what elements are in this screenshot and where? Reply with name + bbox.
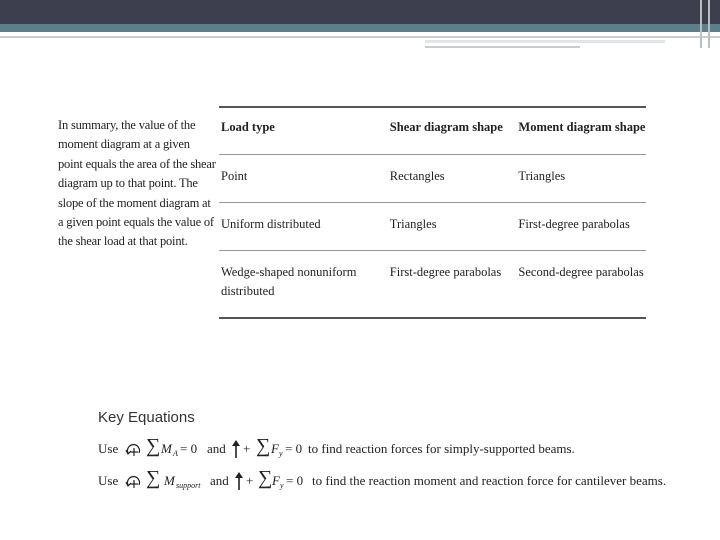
table-cell: Point [221,169,248,183]
sum-symbol: ∑ [146,435,161,457]
equals-zero: = 0 [286,473,304,488]
decorative-line [425,40,665,43]
force-subscript: y [279,449,283,458]
key-equations-title: Key Equations [98,409,195,426]
decorative-line [708,0,710,48]
decorative-line [0,36,720,38]
table-cell: Triangles [389,217,437,231]
and-label: and [207,441,226,456]
table-cell: Rectangles [389,169,445,183]
summary-paragraph: In summary, the value of the moment diagram at a given point equals the area of the shear diagram up to that point. The slope of the moment diagram at a given point equals the value of the shear load at that point. [58,118,216,249]
equals-zero: = 0 [180,441,198,456]
force-subscript: y [280,481,284,490]
sum-symbol: ∑ [256,435,271,457]
equation-line-cantilever [98,467,678,495]
plus-sign: + [243,441,251,456]
table-cell: Second-degree parabolas [518,265,644,279]
and-label: and [210,473,229,488]
table-header-cell: Load type [221,120,275,134]
moment-symbol: M [164,473,175,488]
decorative-line [700,0,702,48]
table-header-cell: Shear diagram shape [389,120,503,134]
upward-force-arrow-icon [231,439,241,459]
moment-subscript: A [173,449,178,458]
table-header-cell: Moment diagram shape [518,120,646,134]
table-cell: First-degree parabolas [518,217,630,231]
table-row [219,203,646,250]
force-symbol: F [271,441,279,456]
counterclockwise-moment-plus-icon [124,474,144,490]
force-symbol: F [272,473,280,488]
use-label: Use [98,473,119,488]
equation-line-simply-supported [98,435,618,463]
moment-subscript: support [176,481,201,490]
counterclockwise-moment-plus-icon [124,442,144,458]
sum-symbol: ∑ [258,467,273,489]
table-cell: Uniform distributed [221,217,321,231]
equation-description: to find reaction forces for simply-supported beams. [308,441,575,456]
moment-symbol: M [161,441,172,456]
equation-description: to find the reaction moment and reaction force for cantilever beams. [312,473,667,488]
table-bottom-rule [219,317,646,319]
table-cell: Triangles [518,169,566,183]
table-cell: Wedge-shaped nonuniform distributed [221,265,357,298]
use-label: Use [98,441,119,456]
table-header-row [219,108,646,154]
upward-force-arrow-icon [234,471,244,491]
table-row [219,251,646,317]
slide-accent-bar [0,24,720,32]
decorative-line [425,46,580,48]
sum-symbol: ∑ [146,467,161,489]
plus-sign: + [246,473,254,488]
load-diagram-table [219,106,646,319]
table-cell: First-degree parabolas [389,265,502,279]
table-row [219,155,646,202]
equals-zero: = 0 [285,441,303,456]
slide-top-bar [0,0,720,24]
